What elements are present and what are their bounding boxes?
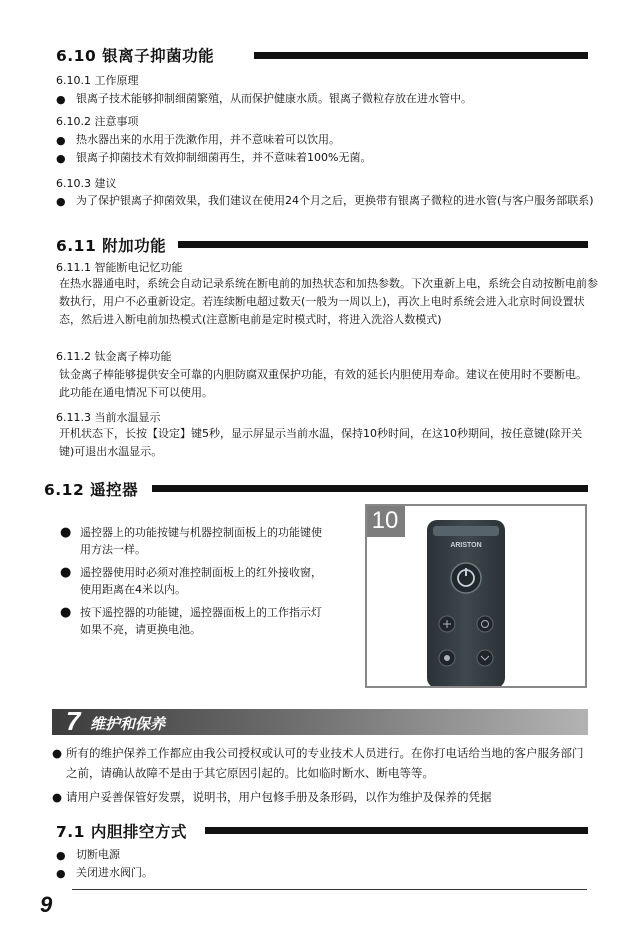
section-6-10-heading: 6.10 银离子抑菌功能 <box>56 47 215 65</box>
list-item: ● 请用户妥善保管好发票，说明书，用户包修手册及条形码，以作为维护及保养的凭据 <box>52 787 592 807</box>
paragraph-6-11-1: 在热水器通电时，系统会自动记录系统在断电前的加热状态和加热参数。下次重新上电，系统会自动按断电前参数执行，用户不必重新设定。若连续断电超过数天(一般为一周以上)，再次上电时系统会进入北京时间设置状态，然后进入断电前加热模式(注意断电前是定时模式时，将进入洗浴人数模式) <box>59 277 598 326</box>
remote-control-figure <box>365 504 587 688</box>
list-item: ● 遥控器上的功能按键与机器控制面板上的功能键使用方法一样。 <box>60 525 322 556</box>
bullet-icon: ● <box>56 195 66 208</box>
page-number: 9 <box>40 892 53 917</box>
footer-rule <box>72 889 587 890</box>
bullet-icon: ● <box>60 605 72 620</box>
list-item: ● 为了保护银离子抑菌效果，我们建议在使用24个月之后，更换带有银离子微粒的进水管(与客户服务部联系) <box>56 192 601 210</box>
subsection-6-11-1: 6.11.1 智能断电记忆功能 <box>56 261 183 274</box>
list-6-10-1 <box>56 90 596 108</box>
bullet-icon: ● <box>56 849 66 862</box>
section-7-number: 7 <box>66 706 81 736</box>
list-item: ● 按下遥控器的功能键，遥控器面板上的工作指示灯如果不亮，请更换电池。 <box>60 605 322 636</box>
subsection-6-11-3: 6.11.3 当前水温显示 <box>56 411 161 424</box>
heading-rule <box>178 241 588 248</box>
list-6-10-2 <box>56 131 596 167</box>
remote-control-image <box>367 506 587 688</box>
bullet-icon: ● <box>56 134 66 147</box>
subsection-6-11-2: 6.11.2 钛金离子棒功能 <box>56 350 172 363</box>
section-6-12-heading: 6.12 遥控器 <box>44 481 139 499</box>
paragraph-6-11-3: 开机状态下，长按【设定】键5秒，显示屏显示当前水温，保持10秒时间，在这10秒期间，按任意键(除开关键)可退出水温显示。 <box>59 427 583 458</box>
list-item: ● 遥控器使用时必须对准控制面板上的红外接收窗，使用距离在4米以内。 <box>60 565 322 596</box>
bullet-icon: ● <box>60 565 72 580</box>
bullet-icon: ● <box>56 93 66 106</box>
list-item: ● 关闭进水阀门。 <box>56 864 456 882</box>
list-6-10-3 <box>56 192 601 210</box>
list-6-12 <box>60 524 328 644</box>
bullet-icon: ● <box>60 525 72 540</box>
subsection-6-10-1: 6.10.1 工作原理 <box>56 74 139 87</box>
list-section-7 <box>52 743 592 807</box>
section-6-11-heading: 6.11 附加功能 <box>56 237 167 255</box>
bullet-icon: ● <box>52 746 63 760</box>
list-item: ● 银离子抑菌技术有效抑制细菌再生，并不意味着100%无菌。 <box>56 149 596 167</box>
bullet-icon: ● <box>56 152 66 165</box>
section-7-banner <box>52 706 588 736</box>
heading-rule <box>254 52 588 59</box>
list-item: ● 所有的维护保养工作都应由我公司授权或认可的专业技术人员进行。在你打电话给当地的客户服务部门之前，请确认故障不是由于其它原因引起的。比如临时断水、断电等等。 <box>52 743 592 783</box>
subsection-6-10-2: 6.10.2 注意事项 <box>56 115 139 128</box>
brand-label: ARISTON <box>450 542 482 549</box>
paragraph-6-11-2: 钛金离子棒能够提供安全可靠的内胆防腐双重保护功能，有效的延长内胆使用寿命。建议在使用时不要断电。此功能在通电情况下可以使用。 <box>59 368 587 399</box>
subsection-6-10-3: 6.10.3 建议 <box>56 177 117 190</box>
heading-rule <box>205 827 588 834</box>
section-7-1-heading: 7.1 内胆排空方式 <box>56 823 187 841</box>
figure-number-badge: 10 <box>365 504 405 537</box>
list-item: ● 热水器出来的水用于洗漱作用，并不意味着可以饮用。 <box>56 131 596 149</box>
list-7-1 <box>56 846 456 882</box>
heading-rule <box>152 485 588 492</box>
section-7-title: 维护和保养 <box>90 715 166 733</box>
bullet-icon: ● <box>52 790 63 804</box>
list-item: ● 切断电源 <box>56 846 456 864</box>
list-item: ● 银离子技术能够抑制细菌繁殖，从而保护健康水质。银离子微粒存放在进水管中。 <box>56 90 596 108</box>
bullet-icon: ● <box>56 867 66 880</box>
